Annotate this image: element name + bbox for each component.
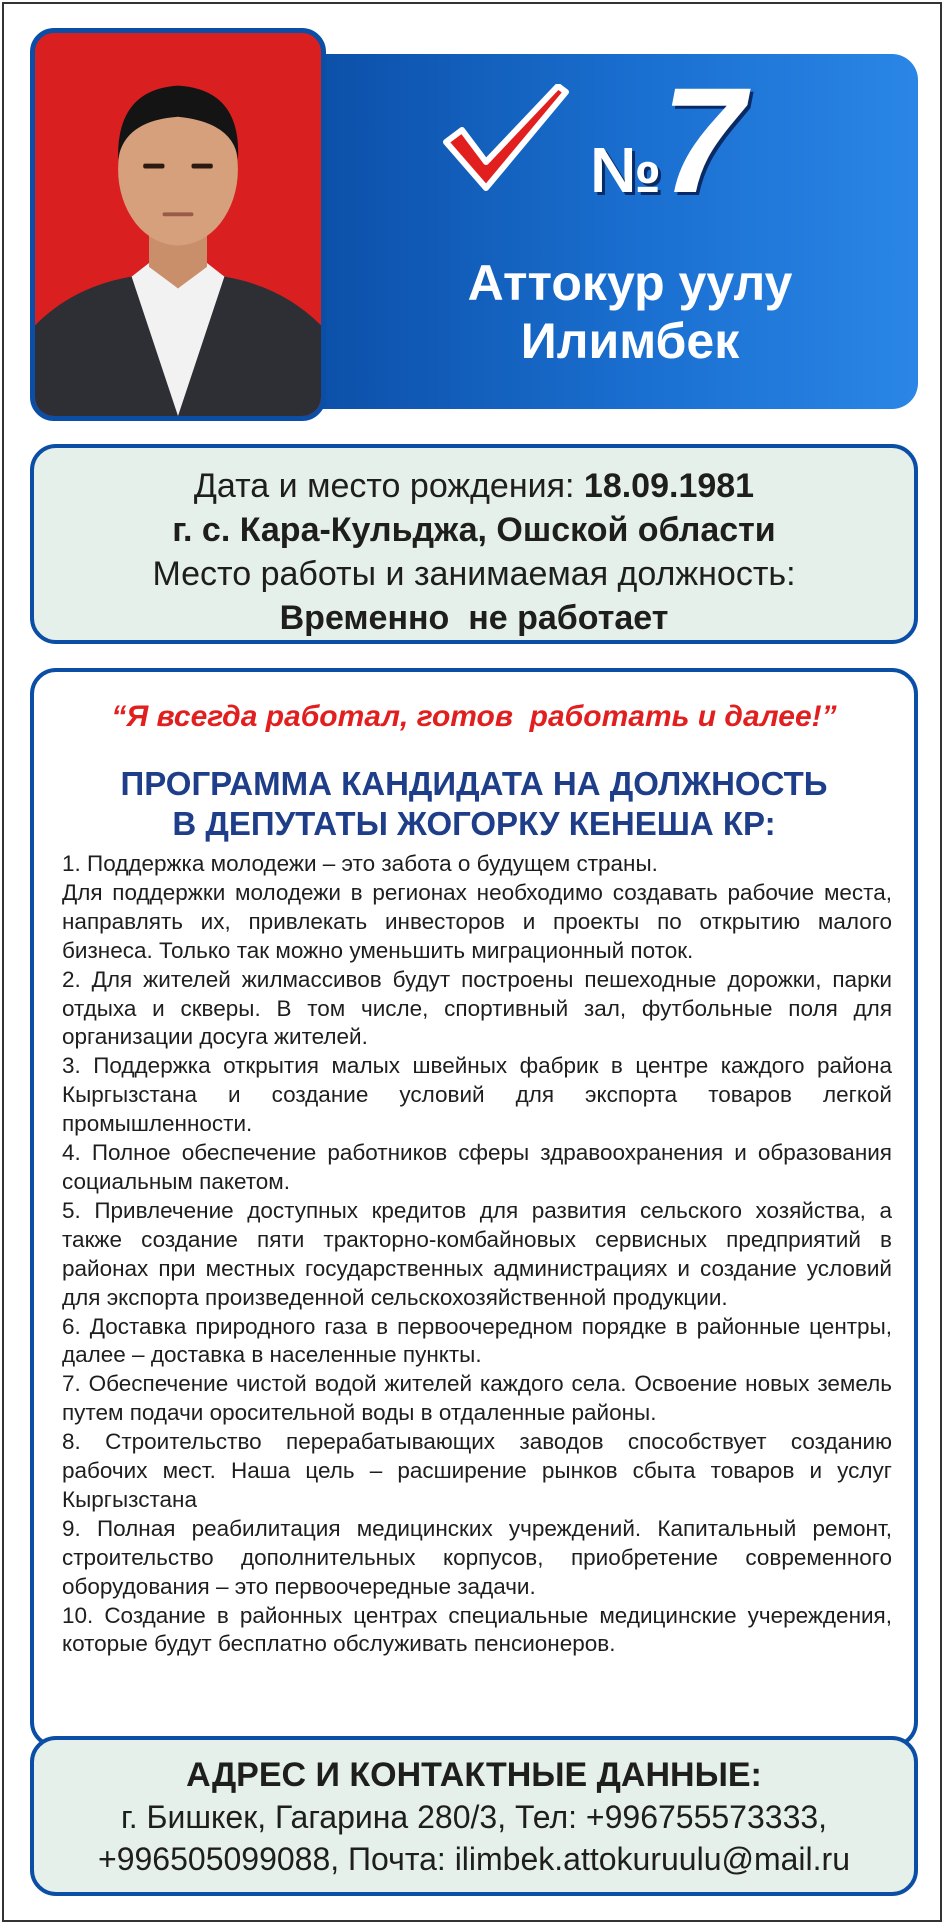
program-item: 6. Доставка природного газа в первоочередном порядке в районные центры, далее – доставка в населенные пункты.	[62, 1313, 892, 1368]
birth-line	[34, 464, 914, 508]
contacts-heading: АДРЕС И КОНТАКТНЫЕ ДАННЫЕ:	[186, 1756, 762, 1794]
program-item: 2. Для жителей жилмассивов будут построены пешеходные дорожки, парки отдыха и скверы. В том числе, спортивный зал, футбольные поля для организации досуга жителей.	[62, 966, 892, 1050]
checkmark-icon	[440, 84, 572, 204]
program-items	[62, 850, 892, 1659]
program-item: 8. Строительство перерабатывающих заводов способствует созданию рабочих мест. Наша цель – расширение рынков сбыта товаров и услуг Кыргызстана	[62, 1429, 892, 1512]
work-label: Место работы и занимаемая должность:	[152, 555, 796, 593]
info-box	[30, 444, 918, 644]
number-prefix: №	[590, 134, 662, 206]
program-item: 10. Создание в районных центрах специальные медицинские учереждения, которые будут бесплатно обслуживать пенсионеров.	[62, 1602, 892, 1657]
candidate-photo	[30, 28, 326, 421]
name-line-1: Аттокур уулу	[467, 255, 793, 311]
program-item: 5. Привлечение доступных кредитов для развития сельского хозяйства, а также создание пяти тракторно-комбайновых сервисных предприятий в районах при местных государственных администрациях и создание условий для экспорта произведенной сельскохозяйственной продукции.	[62, 1197, 892, 1310]
number-value: 7	[661, 56, 745, 224]
birth-date: 18.09.1981	[583, 467, 755, 505]
contacts-box	[30, 1736, 918, 1896]
work-value: Временно не работает	[279, 599, 669, 637]
contacts-line-2: +996505099088, Почта: ilimbek.attokuruulu@mail.ru	[98, 1841, 850, 1877]
program-title	[34, 764, 914, 844]
program-item: 1. Поддержка молодежи – это забота о будущем страны.	[62, 851, 658, 876]
program-item: 3. Поддержка открытия малых швейных фабрик в центре каждого района Кыргызстана и создание условий для экспорта товаров легкой промышленности.	[62, 1053, 892, 1137]
program-item: 7. Обеспечение чистой водой жителей каждого села. Освоение новых земель путем подачи оросительной воды в отдаленные районы.	[62, 1371, 892, 1426]
program-item: 4. Полное обеспечение работников сферы здравоохранения и образования социальным пакетом.	[62, 1140, 892, 1194]
program-item: Для поддержки молодежи в регионах необходимо создавать рабочие места, направлять их, привлекать инвесторов и проекты по открытию малого бизнеса. Только так можно уменьшить миграционный поток.	[62, 879, 892, 963]
program-item: 9. Полная реабилитация медицинских учреждений. Капитальный ремонт, строительство дополнительных корпусов, приобретение современного оборудования – это первоочередные задачи.	[62, 1515, 892, 1599]
name-line-2: Илимбек	[520, 313, 740, 369]
candidate-name	[390, 254, 870, 370]
slogan-quote: “Я всегда работал, готов работать и далее!”	[111, 700, 837, 733]
program-title-line-2: В ДЕПУТАТЫ ЖОГОРКУ КЕНЕША КР:	[172, 805, 776, 842]
contacts-line-1: г. Бишкек, Гагарина 280/3, Тел: +996755573333,	[120, 1799, 828, 1835]
birth-place: г. с. Кара-Кульджа, Ошской области	[172, 511, 776, 549]
birth-label: Дата и место рождения:	[193, 467, 584, 505]
program-box	[30, 668, 918, 1748]
candidate-number	[590, 56, 745, 224]
program-title-line-1: ПРОГРАММА КАНДИДАТА НА ДОЛЖНОСТЬ	[120, 765, 828, 802]
